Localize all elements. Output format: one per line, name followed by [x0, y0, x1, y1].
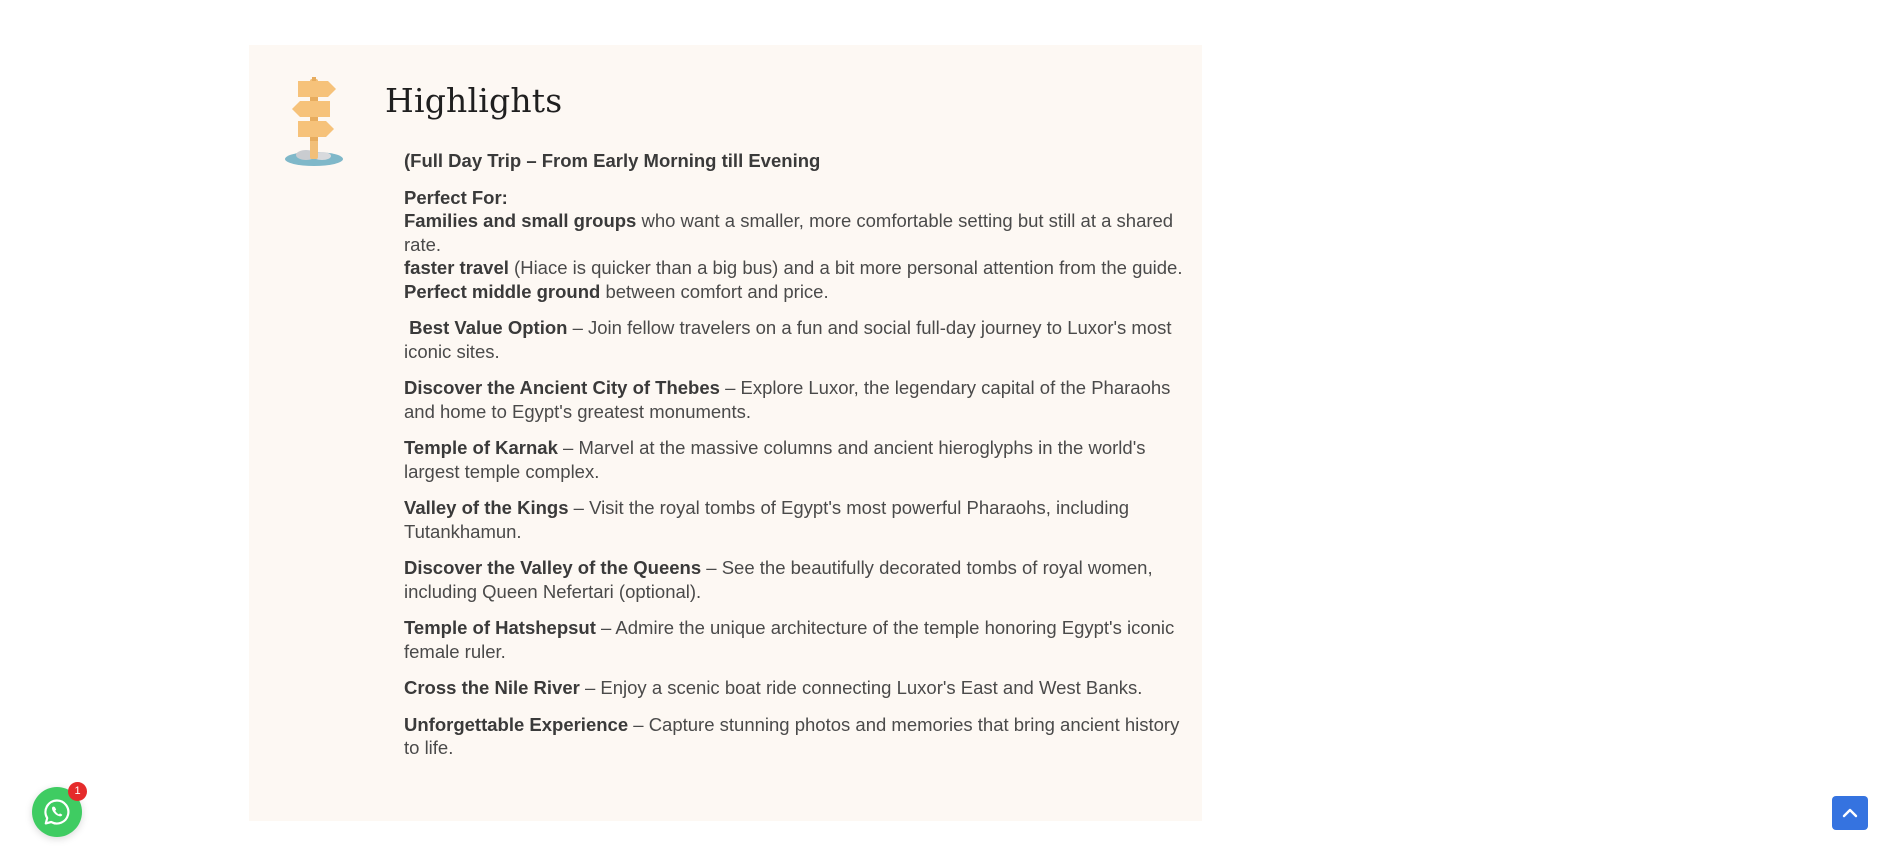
chevron-up-icon — [1841, 804, 1859, 822]
perfect-for-item: Families and small groups who want a smaller, more comfortable setting but still at a shared rate. — [404, 210, 1174, 255]
highlight-item: Valley of the Kings – Visit the royal tombs of Egypt's most powerful Pharaohs, including Tutankhamun. — [404, 497, 1130, 542]
highlights-card — [249, 45, 1202, 821]
signpost-icon — [282, 75, 346, 167]
highlights-title: Highlights — [385, 81, 563, 120]
whatsapp-icon — [43, 798, 71, 826]
perfect-for-heading: Perfect For: — [404, 186, 508, 208]
scroll-to-top-button[interactable] — [1832, 796, 1868, 830]
highlight-item: Cross the Nile River – Enjoy a scenic boat ride connecting Luxor's East and West Banks. — [404, 677, 1143, 698]
trip-duration — [404, 149, 1184, 173]
highlight-item: Temple of Karnak – Marvel at the massive columns and ancient hieroglyphs in the world's largest temple complex. — [404, 437, 1146, 482]
perfect-for-item: faster travel (Hiace is quicker than a big bus) and a bit more personal attention from the guide. — [404, 257, 1183, 278]
perfect-for-item: Perfect middle ground between comfort and price. — [404, 280, 829, 302]
highlight-item: Unforgettable Experience – Capture stunning photos and memories that bring ancient history to life. — [404, 713, 1180, 758]
highlight-item: Discover the Ancient City of Thebes – Explore Luxor, the legendary capital of the Pharaohs and home to Egypt's greatest monuments. — [404, 377, 1171, 422]
highlight-item: Best Value Option – Join fellow travelers on a fun and social full-day journey to Luxor's most iconic sites. — [404, 317, 1172, 362]
notification-badge: 1 — [68, 782, 87, 801]
highlights-content — [404, 149, 1184, 773]
trip-duration-text: (Full Day Trip – From Early Morning till Evening — [404, 150, 821, 171]
perfect-for-section — [404, 186, 1184, 304]
highlight-item: Temple of Hatshepsut – Admire the unique architecture of the temple honoring Egypt's iconic female ruler. — [404, 617, 1175, 662]
highlight-item: Discover the Valley of the Queens – See the beautifully decorated tombs of royal women, including Queen Nefertari (optional). — [404, 557, 1153, 602]
